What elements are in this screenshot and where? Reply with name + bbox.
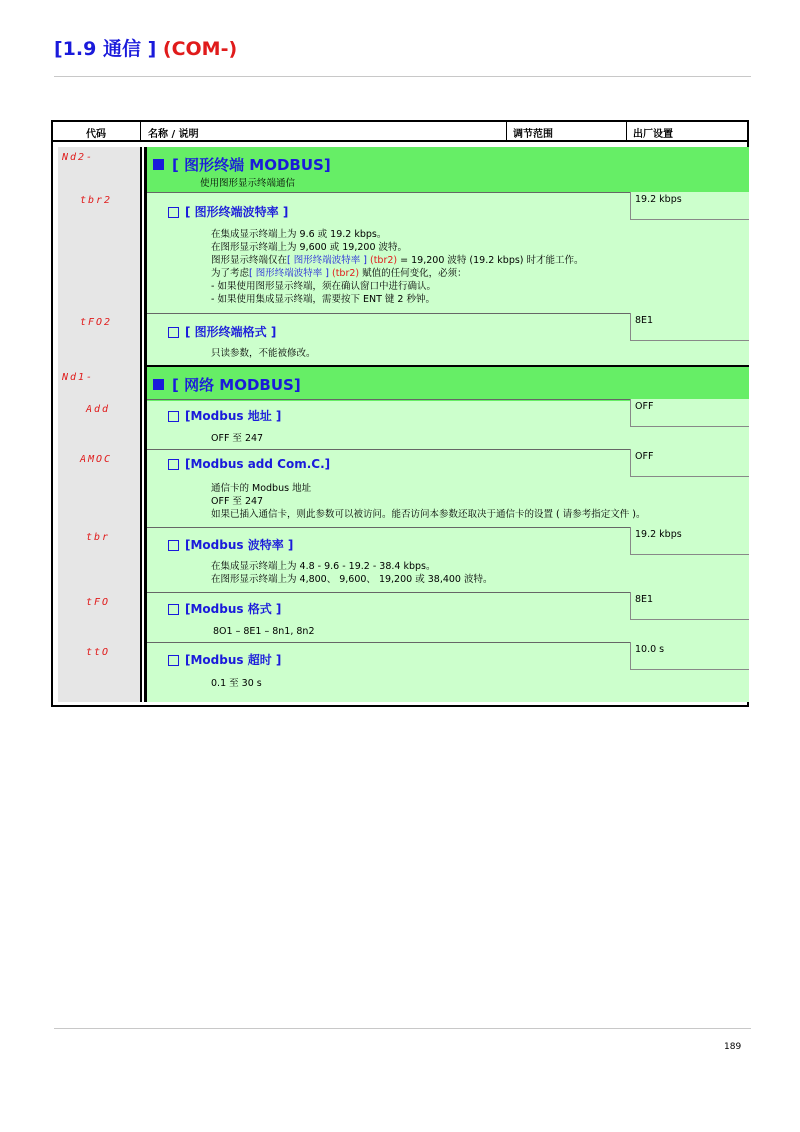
section-subtitle-graphic: 使用图形显示终端通信 [200, 178, 296, 189]
checkbox-icon [168, 540, 179, 551]
checkbox-icon [168, 459, 179, 470]
section-title-graphic: [ 图形终端 MODBUS] [153, 154, 331, 175]
param-label-tfo2: [ 图形终端格式 ] [168, 323, 276, 340]
code-row: Add [86, 404, 111, 415]
factory-cell-add: OFF [630, 399, 749, 427]
factory-cell-tbr: 19.2 kbps [630, 527, 749, 555]
param-desc: 在集成显示终端上为 4.8 - 9.6 - 19.2 - 38.4 kbps。 在图形显示终端上为 4,800、 9,600、 19,200 或 38,400 波特。 [211, 561, 493, 585]
page-title-menu: [1.9 通信 ] [54, 38, 157, 60]
param-label-tbr2: [ 图形终端波特率 ] [168, 203, 288, 220]
page-number: 189 [724, 1042, 742, 1052]
factory-cell-tbr2: 19.2 kbps [630, 192, 749, 220]
param-label-add: [Modbus 地址 ] [168, 407, 281, 424]
param-desc: 在集成显示终端上为 9.6 或 19.2 kbps。 在图形显示终端上为 9,600 或 19,200 波特。 图形显示终端仅在[ 图形终端波特率 ] (tbr2) = 19,200 波特 (19.2 kbps) 时才能工作。 为了考虑[ 图形终端波特率 ] (tbr2) 赋值的任何变化，必须： - 如果使用图形显示终端，须在确认窗口中进行确认。 - 如果使用集成显示终端，需要按下 ENT 键 2 秒钟。 [211, 229, 584, 305]
factory-cell-tfo2: 8E1 [630, 313, 749, 341]
checkbox-icon [168, 327, 179, 338]
code-row: tFO2 [80, 317, 113, 328]
header-code: 代码 [86, 129, 106, 140]
parameter-table [51, 120, 749, 707]
table-header [53, 122, 747, 142]
checkbox-icon [168, 604, 179, 615]
code-row: tFO [86, 597, 111, 608]
param-desc: 通信卡的 Modbus 地址 OFF 至 247 如果已插入通信卡，则此参数可以被访问。能否访问本参数还取决于通信卡的设置 ( 请参考指定文件 )。 [211, 483, 646, 520]
param-desc: 0.1 至 30 s [211, 678, 262, 689]
param-desc: 只读参数，不能被修改。 [211, 348, 316, 359]
factory-cell-amoc: OFF [630, 449, 749, 477]
description-column [144, 147, 749, 702]
code-row: Nd2- [62, 152, 95, 163]
code-row: AMOC [80, 454, 113, 465]
param-desc: 8O1 – 8E1 – 8n1, 8n2 [213, 626, 315, 637]
square-bullet-icon [153, 379, 164, 390]
header-range: 调节范围 [513, 129, 553, 140]
param-label-tfo: [Modbus 格式 ] [168, 600, 281, 617]
checkbox-icon [168, 655, 179, 666]
param-label-tbr: [Modbus 波特率 ] [168, 536, 293, 553]
section-title-network: [ 网络 MODBUS] [153, 374, 301, 395]
page-title [54, 34, 237, 61]
header-factory: 出厂设置 [633, 129, 673, 140]
code-row: ttO [86, 647, 111, 658]
checkbox-icon [168, 207, 179, 218]
code-row: Nd1- [62, 372, 95, 383]
param-desc: OFF 至 247 [211, 433, 264, 444]
top-rule [54, 76, 751, 77]
factory-cell-tfo: 8E1 [630, 592, 749, 620]
page-title-code: (COM-) [162, 38, 238, 60]
header-name: 名称 / 说明 [148, 129, 199, 140]
param-label-amoc: [Modbus add Com.C.] [168, 457, 330, 471]
square-bullet-icon [153, 159, 164, 170]
code-row: tbr [86, 532, 111, 543]
factory-cell-tto: 10.0 s [630, 642, 749, 670]
param-label-tto: [Modbus 超时 ] [168, 651, 281, 668]
code-row: tbr2 [80, 195, 113, 206]
checkbox-icon [168, 411, 179, 422]
code-column [58, 147, 142, 702]
bottom-rule [54, 1028, 751, 1029]
